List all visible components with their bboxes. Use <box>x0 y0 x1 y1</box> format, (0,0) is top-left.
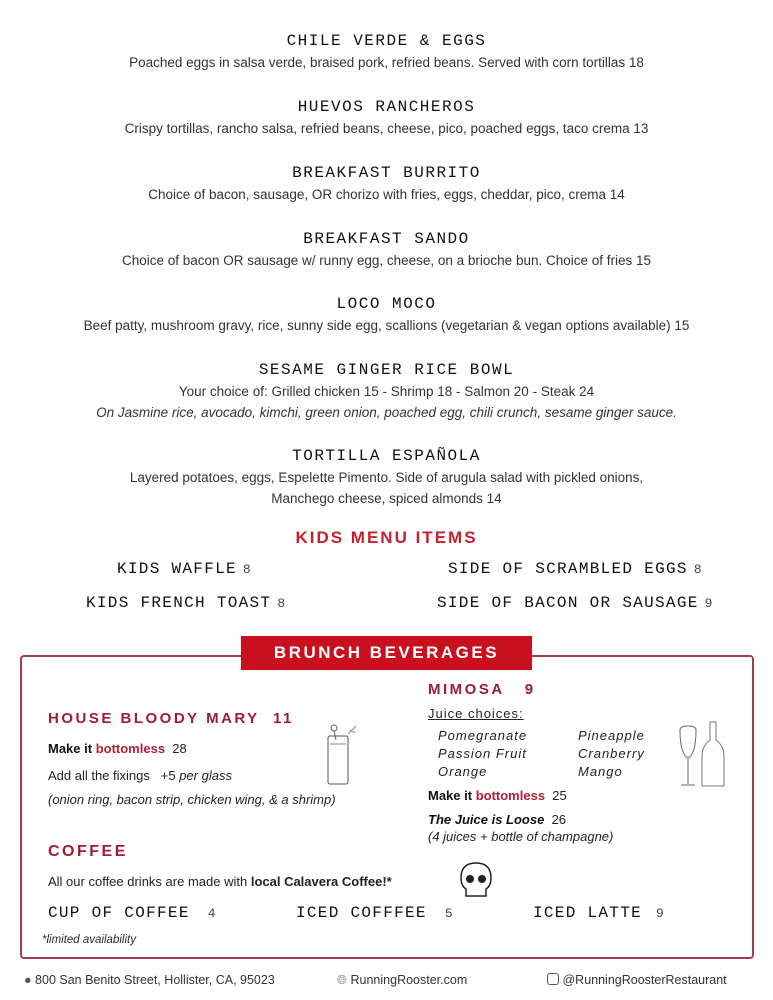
price: 11 <box>273 710 294 727</box>
bloody-fix-note: (onion ring, bacon strip, chicken wing, & a shrimp) <box>48 792 336 807</box>
beverages-banner: BRUNCH BEVERAGES <box>241 636 532 670</box>
coffee-item <box>296 904 453 922</box>
coffee-item <box>533 904 664 922</box>
coffee-item <box>48 904 216 922</box>
menu-item <box>0 162 773 205</box>
bloody-fixings <box>48 768 232 783</box>
juice: Mango <box>578 764 623 779</box>
item-title: LOCO MOCO <box>336 295 437 313</box>
item-title: TORTILLA ESPAÑOLA <box>292 447 481 465</box>
kids-item <box>437 594 712 612</box>
instagram-handle[interactable]: @RunningRoosterRestaurant <box>562 973 727 987</box>
kids-item-price: 8 <box>242 562 251 577</box>
loose-note: (4 juices + bottle of champagne) <box>428 829 614 844</box>
kids-item <box>86 594 285 612</box>
label: bottomless <box>475 788 546 803</box>
instagram-icon <box>547 973 559 985</box>
globe-icon: 🌐︎ <box>337 973 348 987</box>
label: bottomless <box>95 741 166 756</box>
footer-website[interactable] <box>337 973 467 988</box>
menu-item <box>0 228 773 271</box>
limited-note: *limited availability <box>42 934 136 946</box>
juice-label: Juice choices: <box>428 706 524 721</box>
item-desc: Poached eggs in salsa verde, braised pork, refried beans. Served with corn tortillas 18 <box>129 55 644 70</box>
kids-item <box>117 560 251 578</box>
kids-item <box>448 560 702 578</box>
juice-loose <box>428 812 566 827</box>
kids-item-name: SIDE OF SCRAMBLED EGGS <box>448 560 688 578</box>
kids-item-name: KIDS WAFFLE <box>117 560 237 578</box>
item-desc: Beef patty, mushroom gravy, rice, sunny side egg, scallions (vegetarian & vegan options available) 15 <box>83 318 690 333</box>
title: MIMOSA <box>428 681 505 698</box>
item-title: BREAKFAST BURRITO <box>292 164 481 182</box>
title: HOUSE BLOODY MARY <box>48 710 260 727</box>
item-desc: Choice of bacon, sausage, OR chorizo with fries, eggs, cheddar, pico, crema 14 <box>148 187 625 202</box>
kids-item-price: 8 <box>277 596 286 611</box>
juice: Orange <box>438 764 488 779</box>
label: Make it <box>48 741 93 756</box>
calavera-skull-icon <box>458 861 494 899</box>
item-title: HUEVOS RANCHEROS <box>297 98 476 116</box>
coffee-title: COFFEE <box>48 843 128 860</box>
label: The Juice is Loose <box>428 812 545 827</box>
name: CUP OF COFFEE <box>48 904 190 922</box>
item-desc-2: Manchego cheese, spiced almonds 14 <box>271 491 502 506</box>
price: 4 <box>207 906 216 921</box>
address: 800 San Benito Street, Hollister, CA, 95023 <box>35 973 275 987</box>
footer-instagram[interactable] <box>547 973 727 987</box>
price: 28 <box>172 741 187 756</box>
juice: Cranberry <box>578 746 645 761</box>
item-desc: Your choice of: Grilled chicken 15 - Shrimp 18 - Salmon 20 - Steak 24 <box>178 384 595 399</box>
kids-item-price: 9 <box>704 596 713 611</box>
juice: Pomegranate <box>438 728 528 743</box>
price: +5 <box>160 768 176 783</box>
menu-item <box>0 293 773 336</box>
menu-item <box>0 445 773 509</box>
website-link[interactable]: RunningRooster.com <box>350 973 468 987</box>
label: Make it <box>428 788 473 803</box>
item-desc: Choice of bacon OR sausage w/ runny egg, cheese, on a brioche bun. Choice of fries 15 <box>121 253 652 268</box>
item-title: BREAKFAST SANDO <box>303 230 470 248</box>
price: 25 <box>552 788 567 803</box>
item-title: SESAME GINGER RICE BOWL <box>258 361 515 379</box>
unit: per glass <box>179 768 232 783</box>
mimosa-bottomless <box>428 788 567 803</box>
text: local Calavera Coffee!* <box>250 874 392 889</box>
item-desc: Layered potatoes, eggs, Espelette Pimento. Side of arugula salad with pickled onions, <box>129 470 644 485</box>
menu-item <box>0 359 773 423</box>
juice: Passion Fruit <box>438 746 527 761</box>
price: 9 <box>524 681 536 698</box>
price: 9 <box>656 906 664 921</box>
mimosa-title <box>428 681 536 698</box>
champagne-icon <box>676 720 726 790</box>
kids-heading: KIDS MENU ITEMS <box>295 528 478 547</box>
price: 26 <box>551 812 567 827</box>
coffee-note <box>48 874 392 889</box>
name: ICED COFFFEE <box>296 904 427 922</box>
juice: Pineapple <box>578 728 645 743</box>
bloody-mary-title <box>48 710 294 727</box>
map-pin-icon: ● <box>24 973 32 987</box>
bloody-bottomless <box>48 741 187 756</box>
price: 5 <box>444 906 453 921</box>
text: All our coffee drinks are made with <box>48 874 248 889</box>
item-desc-2: On Jasmine rice, avocado, kimchi, green onion, poached egg, chili crunch, sesame ginger sauce. <box>96 405 677 420</box>
item-desc: Crispy tortillas, rancho salsa, refried beans, cheese, pico, poached eggs, taco crema 13 <box>124 121 649 136</box>
label: Add all the fixings <box>48 768 150 783</box>
kids-item-price: 8 <box>693 562 702 577</box>
bloody-mary-glass-icon <box>322 720 362 788</box>
kids-item-name: KIDS FRENCH TOAST <box>86 594 272 612</box>
name: ICED LATTE <box>533 904 643 922</box>
menu-item <box>0 96 773 139</box>
kids-item-name: SIDE OF BACON OR SAUSAGE <box>437 594 699 612</box>
menu-item <box>0 30 773 73</box>
footer-address <box>24 973 275 987</box>
item-title: CHILE VERDE & EGGS <box>286 32 487 50</box>
